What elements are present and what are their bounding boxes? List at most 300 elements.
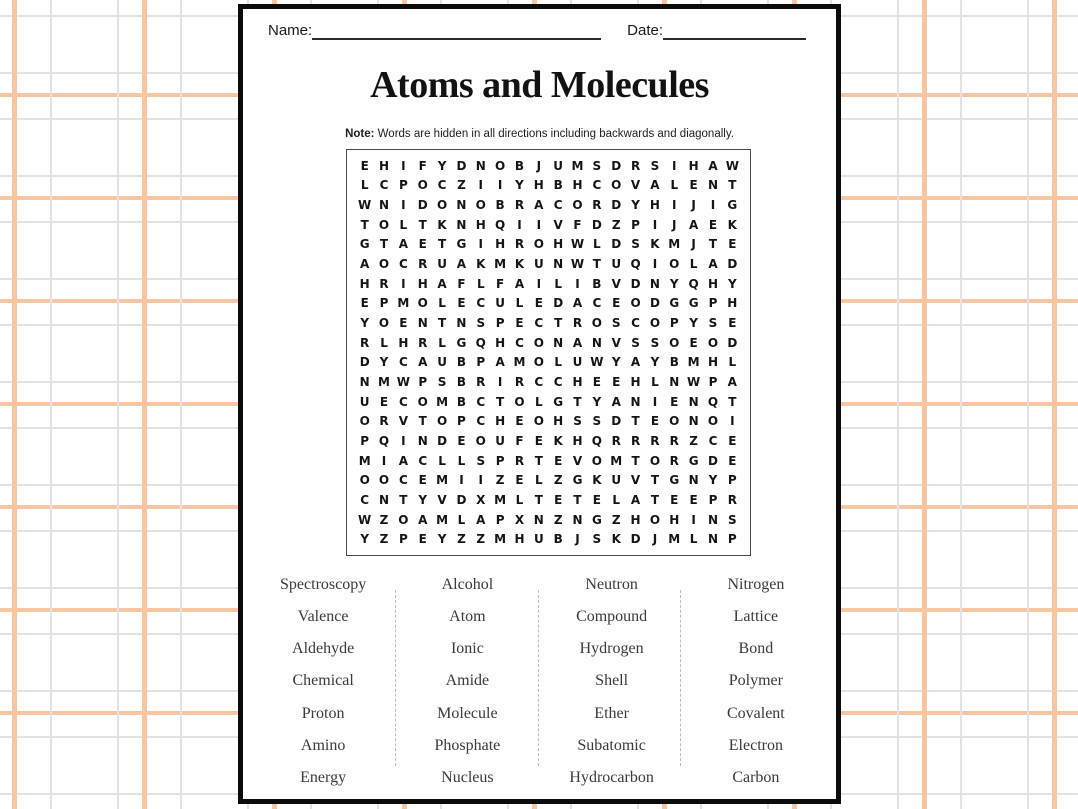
grid-letter: I: [497, 374, 503, 389]
grid-letter: T: [573, 394, 582, 409]
grid-letter: Y: [360, 532, 370, 547]
grid-letter: R: [379, 414, 389, 429]
grid-letter: M: [668, 532, 681, 547]
grid-letter: T: [592, 257, 601, 272]
grid-letter: R: [630, 433, 641, 448]
grid-letter: P: [495, 453, 505, 468]
grid-letter: H: [630, 374, 641, 389]
grid-letter: O: [707, 414, 719, 429]
grid-letter: H: [688, 158, 699, 173]
grid-letter: I: [401, 158, 406, 173]
grid-letter: R: [630, 158, 641, 173]
grid-letter: J: [652, 532, 658, 547]
note-label: Note:: [345, 128, 375, 140]
grid-letter: X: [476, 492, 486, 507]
grid-letter: J: [575, 532, 580, 547]
grid-letter: A: [534, 198, 544, 213]
grid-letter: V: [398, 414, 409, 429]
word-list-divider: [680, 590, 681, 766]
grid-letter: P: [360, 433, 370, 448]
grid-letter: Y: [611, 355, 621, 370]
grid-letter: M: [668, 237, 681, 252]
grid-letter: R: [418, 257, 428, 272]
grid-letter: E: [360, 296, 369, 311]
grid-letter: N: [707, 512, 718, 527]
grid-letter: R: [727, 492, 737, 507]
grid-letter: T: [534, 492, 543, 507]
grid-letter: E: [728, 316, 737, 331]
grid-letter: N: [456, 316, 467, 331]
grid-letter: I: [536, 276, 542, 291]
grid-letter: Q: [475, 335, 486, 350]
grid-letter: I: [575, 276, 580, 291]
grid-letter: C: [534, 316, 544, 331]
grid-letter: C: [398, 355, 408, 370]
grid-letter: W: [570, 237, 585, 252]
grid-letter: U: [553, 158, 564, 173]
grid-letter: C: [476, 394, 486, 409]
grid-letter: I: [652, 257, 658, 272]
grid-letter: C: [398, 394, 408, 409]
grid-letter: L: [476, 276, 485, 291]
grid-letter: M: [494, 492, 507, 507]
grid-letter: W: [590, 355, 604, 370]
grid-letter: T: [650, 473, 660, 488]
grid-letter: A: [708, 158, 718, 173]
grid-letter: I: [710, 198, 716, 213]
grid-letter: O: [398, 512, 409, 527]
grid-letter: C: [379, 178, 389, 193]
grid-letter: A: [456, 257, 467, 272]
grid-letter: L: [554, 276, 562, 291]
grid-letter: Q: [378, 433, 390, 448]
word-item: Nitrogen: [727, 576, 785, 594]
grid-letter: O: [417, 394, 428, 409]
grid-letter: A: [630, 355, 641, 370]
grid-letter: Y: [708, 473, 718, 488]
grid-letter: O: [533, 237, 544, 252]
grid-letter: O: [649, 316, 661, 331]
grid-letter: O: [495, 158, 506, 173]
grid-letter: C: [553, 198, 563, 213]
grid-letter: Z: [495, 473, 505, 488]
grid-letter: B: [456, 394, 466, 409]
grid-letter: B: [456, 374, 466, 389]
grid-letter: Z: [476, 532, 486, 547]
grid-letter: L: [534, 473, 543, 488]
grid-letter: E: [708, 217, 718, 232]
grid-letter: J: [691, 198, 696, 213]
grid-letter: D: [611, 198, 622, 213]
grid-letter: E: [418, 237, 427, 252]
grid-letter: P: [379, 296, 389, 311]
grid-letter: M: [494, 257, 507, 272]
grid-letter: G: [456, 237, 467, 252]
grid-letter: B: [456, 355, 466, 370]
word-list-divider: [395, 590, 396, 766]
grid-letter: P: [708, 374, 718, 389]
word-item: Subatomic: [577, 736, 646, 754]
word-item: Lattice: [733, 608, 779, 626]
grid-letter: E: [689, 335, 698, 350]
grid-letter: T: [650, 492, 660, 507]
grid-letter: N: [378, 492, 390, 507]
grid-letter: A: [630, 492, 641, 507]
grid-letter: S: [476, 316, 486, 331]
grid-letter: Z: [379, 532, 389, 547]
grid-letter: C: [553, 374, 563, 389]
grid-letter: O: [533, 335, 544, 350]
grid-letter: V: [630, 473, 641, 488]
grid-letter: Y: [669, 276, 679, 291]
grid-letter: T: [437, 237, 447, 252]
grid-letter: I: [672, 158, 677, 173]
grid-letter: T: [728, 394, 737, 409]
grid-letter: E: [728, 453, 737, 468]
grid-letter: V: [437, 492, 447, 507]
grid-letter: R: [650, 433, 660, 448]
grid-letter: I: [730, 414, 735, 429]
grid-letter: Z: [457, 178, 466, 193]
grid-letter: N: [553, 335, 564, 350]
grid-letter: A: [611, 394, 621, 409]
grid-letter: D: [707, 453, 718, 468]
word-item: Electron: [728, 736, 783, 754]
grid-letter: D: [553, 296, 564, 311]
grid-letter: Y: [437, 158, 447, 173]
grid-letter: G: [669, 473, 680, 488]
grid-letter: S: [592, 158, 602, 173]
grid-letter: T: [728, 178, 737, 193]
grid-letter: L: [438, 335, 446, 350]
grid-letter: C: [398, 257, 408, 272]
grid-letter: K: [553, 433, 563, 448]
grid-letter: Y: [689, 316, 698, 331]
grid-letter: S: [708, 316, 718, 331]
grid-letter: U: [611, 257, 622, 272]
grid-letter: S: [573, 414, 582, 429]
word-item: Ionic: [450, 640, 484, 658]
grid-letter: Y: [379, 355, 389, 370]
grid-letter: Z: [611, 217, 621, 232]
grid-letter: E: [670, 492, 679, 507]
grid-letter: E: [554, 492, 563, 507]
word-item: Neutron: [585, 576, 638, 594]
worksheet-title: Atoms and Molecules: [370, 64, 709, 106]
grid-letter: G: [553, 394, 564, 409]
grid-letter: F: [515, 433, 524, 448]
grid-letter: I: [652, 217, 658, 232]
grid-letter: N: [707, 178, 718, 193]
grid-letter: A: [418, 355, 428, 370]
grid-letter: F: [573, 217, 582, 232]
grid-letter: B: [514, 158, 525, 173]
grid-letter: Y: [515, 178, 524, 193]
grid-letter: C: [708, 433, 718, 448]
grid-letter: K: [592, 473, 602, 488]
grid-letter: G: [591, 512, 602, 527]
grid-letter: O: [669, 414, 680, 429]
grid-letter: E: [534, 433, 543, 448]
grid-letter: M: [358, 453, 371, 468]
grid-letter: Q: [707, 394, 719, 409]
grid-letter: P: [727, 473, 737, 488]
grid-letter: O: [514, 394, 525, 409]
word-column: [684, 569, 828, 794]
grid-letter: A: [398, 237, 409, 252]
grid-letter: C: [476, 296, 486, 311]
grid-letter: E: [689, 492, 698, 507]
grid-letter: R: [514, 237, 525, 252]
grid-letter: O: [572, 198, 583, 213]
grid-letter: Z: [689, 433, 698, 448]
grid-letter: G: [359, 237, 370, 252]
grid-letter: G: [727, 198, 738, 213]
note-text: Words are hidden in all directions including backwards and diagonally.: [374, 128, 734, 140]
grid-letter: R: [379, 276, 389, 291]
grid-letter: T: [399, 492, 408, 507]
grid-letter: N: [649, 276, 660, 291]
grid-letter: Z: [611, 512, 621, 527]
grid-letter: Q: [495, 217, 506, 232]
grid-letter: R: [476, 374, 486, 389]
word-item: Hydrocarbon: [569, 768, 654, 786]
grid-letter: L: [534, 394, 543, 409]
grid-letter: N: [688, 473, 699, 488]
grid-letter: Q: [591, 433, 602, 448]
word-column: [251, 569, 395, 794]
grid-letter: N: [378, 198, 390, 213]
grid-letter: D: [417, 198, 428, 213]
grid-letter: I: [401, 198, 406, 213]
grid-letter: A: [476, 512, 486, 527]
grid-letter: U: [437, 257, 447, 272]
grid-letter: P: [669, 316, 679, 331]
grid-letter: O: [591, 316, 602, 331]
grid-letter: S: [727, 512, 737, 527]
grid-letter: L: [515, 296, 524, 311]
grid-letter: E: [650, 414, 660, 429]
grid-letter: C: [360, 492, 370, 507]
grid-letter: M: [397, 296, 410, 311]
grid-letter: D: [727, 257, 738, 272]
word-item: Atom: [449, 608, 486, 626]
grid-letter: M: [436, 512, 449, 527]
grid-letter: E: [689, 178, 698, 193]
grid-letter: A: [360, 257, 370, 272]
grid-letter: E: [592, 492, 601, 507]
grid-letter: A: [572, 296, 583, 311]
grid-letter: S: [631, 237, 640, 252]
grid-letter: E: [399, 316, 408, 331]
grid-letter: Z: [553, 473, 563, 488]
grid-letter: U: [359, 394, 370, 409]
grid-letter: F: [418, 158, 427, 173]
grid-letter: Z: [457, 532, 466, 547]
grid-letter: I: [459, 473, 464, 488]
grid-letter: I: [478, 178, 483, 193]
word-column: [540, 569, 684, 794]
date-blank-line: [663, 24, 806, 40]
grid-letter: A: [418, 512, 428, 527]
grid-letter: H: [533, 178, 544, 193]
grid-letter: K: [476, 257, 486, 272]
grid-letter: C: [592, 178, 602, 193]
grid-letter: E: [360, 158, 369, 173]
grid-letter: L: [360, 178, 369, 193]
grid-letter: R: [611, 433, 621, 448]
grid-letter: C: [534, 374, 544, 389]
grid-letter: V: [611, 335, 621, 350]
grid-letter: L: [399, 217, 408, 232]
grid-letter: E: [612, 374, 621, 389]
grid-letter: O: [436, 414, 448, 429]
grid-letter: L: [438, 296, 446, 311]
grid-letter: H: [572, 374, 583, 389]
grid-letter: Z: [379, 512, 389, 527]
grid-letter: B: [553, 532, 563, 547]
grid-letter: T: [573, 492, 582, 507]
grid-letter: E: [457, 296, 466, 311]
grid-letter: P: [495, 316, 505, 331]
grid-letter: L: [515, 492, 524, 507]
grid-letter: H: [495, 237, 506, 252]
grid-letter: L: [689, 532, 698, 547]
grid-letter: W: [358, 198, 372, 213]
grid-letter: J: [672, 217, 677, 232]
grid-letter: E: [554, 453, 563, 468]
grid-letter: L: [689, 257, 698, 272]
grid-letter: L: [457, 512, 466, 527]
word-item: Shell: [595, 672, 629, 690]
grid-letter: H: [378, 158, 390, 173]
grid-letter: I: [381, 453, 387, 468]
grid-letter: T: [379, 237, 389, 252]
grid-letter: B: [592, 276, 602, 291]
grid-letter: E: [418, 532, 427, 547]
grid-letter: M: [513, 355, 526, 370]
grid-letter: E: [534, 296, 543, 311]
grid-letter: P: [476, 355, 486, 370]
grid-letter: L: [593, 237, 601, 252]
grid-letter: N: [417, 316, 428, 331]
word-item: Energy: [300, 768, 347, 786]
grid-letter: O: [611, 178, 622, 193]
grid-letter: H: [495, 335, 506, 350]
grid-letter: S: [650, 158, 660, 173]
grid-letter: K: [514, 257, 525, 272]
grid-letter: C: [592, 296, 602, 311]
grid-letter: E: [612, 296, 621, 311]
grid-letter: P: [708, 492, 718, 507]
grid-letter: O: [630, 296, 641, 311]
grid-letter: Q: [688, 276, 699, 291]
grid-letter: A: [572, 335, 583, 350]
grid-letter: L: [728, 355, 737, 370]
grid-letter: H: [669, 512, 680, 527]
grid-letter: I: [517, 217, 522, 232]
word-item: Amide: [445, 672, 490, 690]
word-item: Spectroscopy: [280, 576, 367, 594]
grid-letter: I: [478, 237, 483, 252]
grid-letter: D: [456, 158, 467, 173]
grid-letter: H: [359, 276, 370, 291]
grid-letter: N: [456, 198, 467, 213]
grid-letter: R: [669, 453, 679, 468]
grid-letter: Y: [418, 492, 428, 507]
grid-letter: N: [591, 335, 602, 350]
grid-letter: L: [438, 453, 446, 468]
grid-letter: U: [533, 532, 544, 547]
word-item: Hydrogen: [579, 640, 644, 658]
grid-letter: K: [611, 532, 621, 547]
grid-letter: M: [378, 374, 390, 389]
grid-letter: N: [533, 512, 544, 527]
grid-letter: C: [418, 453, 428, 468]
grid-letter: Z: [553, 512, 563, 527]
grid-letter: I: [497, 178, 503, 193]
grid-letter: V: [553, 217, 563, 232]
grid-letter: Y: [592, 394, 602, 409]
grid-letter: A: [650, 178, 660, 193]
grid-letter: Q: [630, 257, 641, 272]
grid-letter: P: [418, 374, 428, 389]
grid-letter: G: [572, 473, 583, 488]
grid-letter: P: [495, 512, 505, 527]
grid-letter: I: [672, 198, 677, 213]
word-list: [251, 569, 828, 794]
grid-letter: Y: [727, 276, 737, 291]
grid-letter: I: [652, 394, 658, 409]
grid-letter: L: [612, 492, 621, 507]
grid-letter: V: [572, 453, 583, 468]
grid-letter: L: [670, 178, 679, 193]
grid-letter: O: [649, 453, 661, 468]
grid-letter: H: [553, 237, 564, 252]
grid-letter: E: [457, 433, 466, 448]
word-item: Covalent: [726, 704, 785, 722]
grid-letter: H: [649, 198, 660, 213]
word-item: Phosphate: [434, 736, 501, 754]
name-label: Name:: [268, 22, 313, 39]
grid-letter: I: [401, 276, 406, 291]
word-list-divider: [538, 590, 539, 766]
grid-letter: O: [707, 335, 719, 350]
grid-letter: E: [515, 473, 524, 488]
grid-letter: H: [553, 414, 564, 429]
grid-letter: R: [592, 198, 602, 213]
grid-letter: T: [631, 414, 640, 429]
grid-letter: O: [417, 296, 428, 311]
grid-letter: U: [611, 473, 622, 488]
grid-letter: N: [417, 433, 428, 448]
grid-letter: N: [669, 374, 680, 389]
grid-letter: E: [515, 316, 524, 331]
grid-letter: T: [418, 217, 427, 232]
grid-letter: I: [691, 512, 696, 527]
word-item: Aldehyde: [292, 640, 355, 658]
grid-letter: T: [437, 316, 447, 331]
grid-letter: S: [650, 335, 660, 350]
grid-letter: F: [457, 276, 466, 291]
grid-letter: D: [630, 276, 641, 291]
grid-letter: S: [592, 414, 602, 429]
grid-letter: H: [727, 296, 738, 311]
grid-letter: N: [456, 217, 467, 232]
grid-letter: S: [631, 335, 640, 350]
grid-letter: R: [572, 316, 583, 331]
grid-letter: D: [727, 335, 738, 350]
